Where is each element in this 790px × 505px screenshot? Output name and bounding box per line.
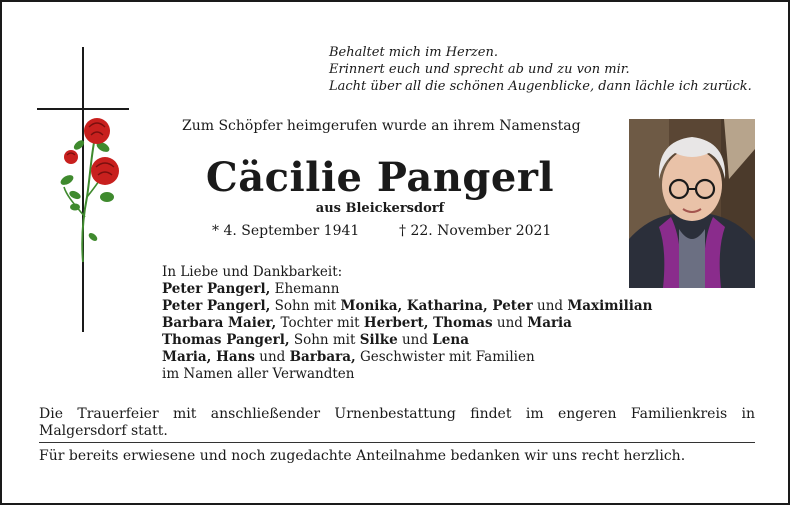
- mourner-relation: Tochter mit: [276, 315, 364, 331]
- poem-line: Behaltet mich im Herzen.: [329, 45, 498, 60]
- mourner-line: [162, 315, 652, 332]
- mourner-name: Maximilian: [567, 298, 653, 314]
- mourners-heading: In Liebe und Dankbarkeit:: [162, 264, 343, 280]
- mourner-line: [162, 366, 652, 383]
- cross-with-roses-icon: [37, 47, 132, 337]
- divider: [39, 442, 755, 443]
- mourner-line: [162, 332, 652, 349]
- mourner-name: Lena: [432, 332, 469, 348]
- mourner-name: Maria: [527, 315, 572, 331]
- mourner-relation: Sohn mit: [270, 298, 341, 314]
- mourner-name: Herbert, Thomas: [363, 315, 493, 331]
- deceased-origin: aus Bleickersdorf: [315, 201, 445, 216]
- mourner-name: Peter Pangerl,: [162, 298, 271, 314]
- mourner-name: Barbara,: [289, 349, 356, 365]
- thanks-notice: Für bereits erwiesene und noch zugedachte Anteilnahme bedanken wir uns recht herzlich.: [39, 448, 686, 464]
- mourner-name: Barbara Maier,: [162, 315, 277, 331]
- mourner-relation: Sohn mit: [289, 332, 360, 348]
- mourners-list: [162, 264, 652, 383]
- mourner-name: Peter Pangerl,: [162, 281, 271, 297]
- mourner-relation: und: [492, 315, 528, 331]
- mourner-name: Maria, Hans: [162, 349, 255, 365]
- mourner-relation: und: [397, 332, 433, 348]
- mourner-line: [162, 349, 652, 366]
- poem-line: Erinnert euch und sprecht ab und zu von mir.: [329, 62, 630, 77]
- mourner-lines: [162, 281, 652, 383]
- poem: [329, 44, 752, 95]
- mourner-relation: Ehemann: [270, 281, 340, 297]
- intro-text: Zum Schöpfer heimgerufen wurde an ihrem Namenstag: [182, 118, 581, 134]
- mourner-line: [162, 298, 652, 315]
- mourner-relation: im Namen aller Verwandten: [162, 366, 355, 382]
- deceased-name: Cäcilie Pangerl: [205, 154, 555, 201]
- death-date: † 22. November 2021: [399, 223, 552, 239]
- mourner-name: Silke: [359, 332, 398, 348]
- mourner-name: Monika, Katharina, Peter: [340, 298, 533, 314]
- ceremony-notice: Die Trauerfeier mit anschließender Urnenbestattung findet im engeren Familienkreis in Malgersdorf statt.: [39, 406, 755, 439]
- poem-line: Lacht über all die schönen Augenblicke, dann lächle ich zurück.: [329, 79, 752, 94]
- mourner-relation: Geschwister mit Familien: [355, 349, 535, 365]
- birth-date: * 4. September 1941: [212, 223, 360, 239]
- mourner-relation: und: [255, 349, 290, 365]
- mourner-line: [162, 281, 652, 298]
- portrait-photo: [629, 119, 755, 288]
- mourner-name: Thomas Pangerl,: [162, 332, 290, 348]
- mourner-relation: und: [532, 298, 568, 314]
